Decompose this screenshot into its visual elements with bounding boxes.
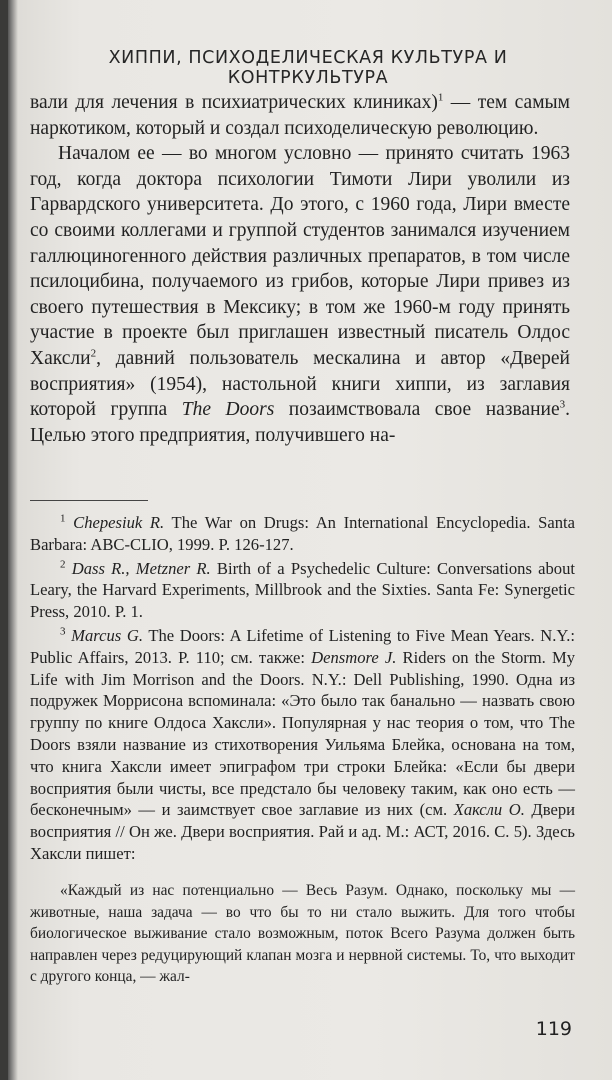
footnote-ref-3: 3 [559,398,566,411]
main-text [30,90,570,448]
footnote-author: Chepesiuk R. [73,513,165,532]
paragraph-2 [30,141,570,448]
paragraph-1 [30,90,570,141]
footnote-author: Marcus G. [71,625,143,645]
footnote-number: 2 [60,558,66,571]
footnote-number: 3 [60,625,66,638]
block-quote [30,880,575,988]
footnote-text: The War on Drugs: An International Encyclopedia. Santa Barbara: ABC-CLIO, 1999. P. 126-127. [30,513,575,554]
footnote-3 [30,625,575,865]
footnote-author: Dass R., Metzner R. [71,558,211,578]
text-span: позаимствовала свое название [274,399,560,421]
text-span: . Целью этого предприятия, получившего на- [30,399,570,446]
footnote-2 [30,558,575,623]
footnote-ref-2: 2 [90,347,97,360]
footnote-1 [30,512,575,556]
footnote-text: Riders on the Storm. My Life with Jim Morrison and the Doors. N.Y.: Dell Publishing, 1990. Одна из подружек Моррисона вспоминала: «Это было так банально — назвать свою группу по книге Олдоса Хаксли». Популярная у нас теория о том, что The Doors взяли название из стихотворения Уильяма Блейка, основана на том, что книга Хаксли имеет эпиграфом три строки Блейка: «Если бы двери восприятия были чисты, все предстало бы человеку таким, как оно есть — бесконечным» — и заимствует свое заглавие из них (см. [30,647,576,820]
footnote-text: Двери восприятия // Он же. Двери восприятия. Рай и ад. М.: АСТ, 2016. С. 5). Здесь Хаксли пишет: [30,800,576,863]
text-span: Началом ее — во многом условно — принято считать 1963 год, когда доктора психологии Тимоти Лири уволили из Гарвардского университета. До этого, с 1960 года, Лири вместе со своими коллегами и группой студентов занимался изучением галлюциногенного действия различных препаратов, в том числе псилоцибина, получаемого из грибов, которые Лири привез из своего путешествия в Мексику; в том же 1960-м году принять участие в проекте был приглашен известный писатель Олдос Хаксли [30,143,570,369]
footnote-number: 1 [60,512,66,525]
footnote-author: Хаксли О. [453,800,525,820]
band-name: The Doors [181,399,275,421]
running-head: ХИППИ, ПСИХОДЕЛИЧЕСКАЯ КУЛЬТУРА И КОНТРКУЛЬТУРА [108,48,508,88]
text-span: , давний пользователь мескалина и автор «Дверей восприятия» (1954), настольной книги хиппи, из заглавия которой группа [30,347,570,421]
book-page [8,0,612,1080]
page-number: 119 [535,1018,572,1040]
footnote-text: Birth of a Psychedelic Culture: Conversations about Leary, the Harvard Experiments, Millbrook and the Sixties. Santa Fe: Synergetic Press, 2010. P. 1. [30,558,576,622]
page-gutter-shadow [8,0,18,1080]
text-span: — тем самым наркотиком, который и создал психоделическую революцию. [30,92,570,139]
footnote-text: The Doors: A Lifetime of Listening to Five Mean Years. N.Y.: Public Affairs, 2013. P. 110; см. также: [30,625,575,667]
footnote-author: Densmore J. [311,647,397,667]
footnotes [30,512,575,867]
quote-text: «Каждый из нас потенциально — Весь Разум. Однако, поскольку мы — животные, наша задача — во что бы то ни стало выжить. Для того чтобы биологическое выживание стало возможным, поток Всего Разума должен быть направлен через редуцирующий клапан мозга и нервной системы. То, что выходит с другого конца, — жал- [30,882,575,986]
footnote-ref-1: 1 [437,91,444,104]
text-span: вали для лечения в психиатрических клиниках) [30,92,438,113]
footnote-divider [30,500,148,501]
